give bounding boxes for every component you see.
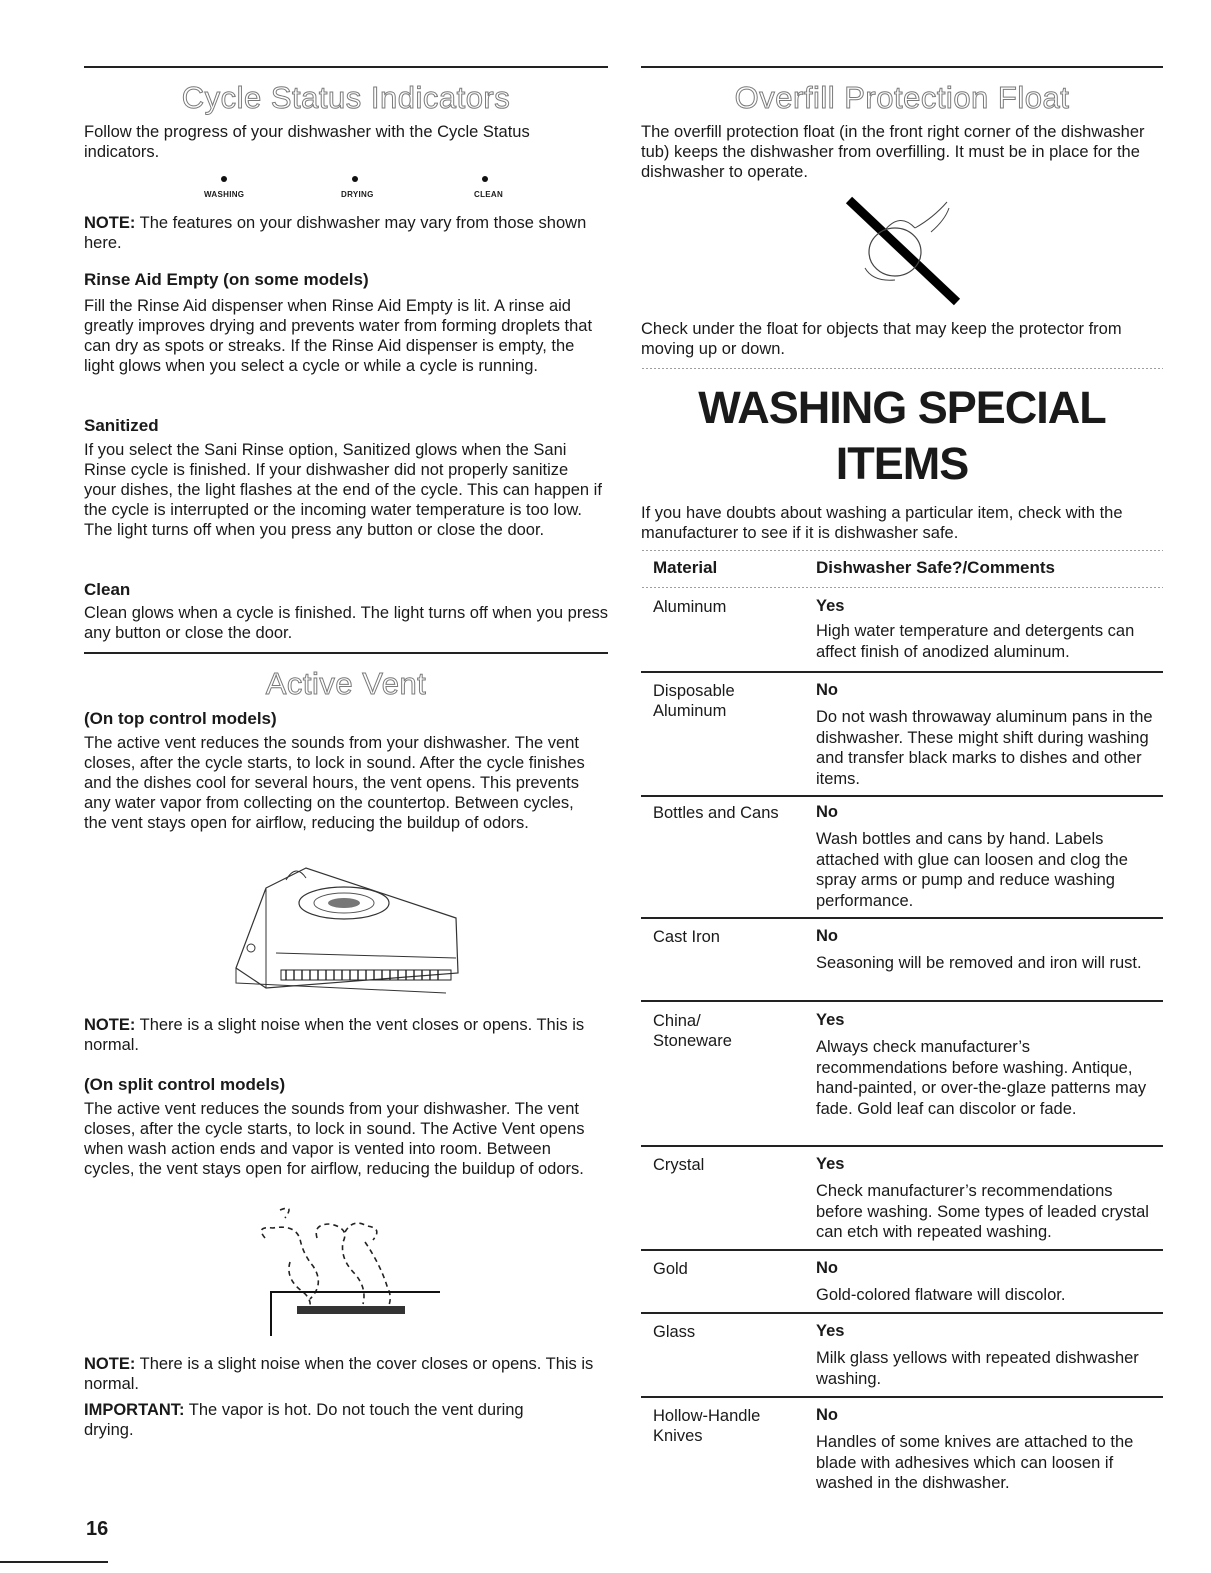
note-label: NOTE: xyxy=(84,1355,136,1373)
comment-cell: High water temperature and detergents can affect finish of anodized aluminum. xyxy=(816,622,1135,661)
comment-cell: Wash bottles and cans by hand. Labels attached with glue can loosen and clog the spray arms or pump and reduce washing performance. xyxy=(816,830,1128,910)
note-label: NOTE: xyxy=(84,214,136,232)
answer-cell: Yes xyxy=(816,1011,845,1029)
answer-cell: No xyxy=(816,681,838,699)
comment-cell: Gold-colored flatware will discolor. xyxy=(816,1286,1066,1304)
active-vent-split-illustration xyxy=(255,1204,445,1339)
sanitized-heading: Sanitized xyxy=(84,416,159,435)
answer-cell: No xyxy=(816,1406,838,1424)
page-number: 16 xyxy=(86,1518,109,1540)
washing-special-title-line-2: ITEMS xyxy=(835,438,969,489)
clean-text: Clean glows when a cycle is finished. The light turns off when you press any button or close the door. xyxy=(84,604,609,642)
active-vent-note-2 xyxy=(84,1354,599,1394)
overfill-text: The overfill protection float (in the front right corner of the dishwasher tub) keeps the dishwasher from overfilling. It must be in place for the dishwasher to operate. xyxy=(641,123,1145,181)
drying-indicator-label: DRYING xyxy=(341,190,374,199)
material-cell: Gold xyxy=(653,1260,688,1278)
note-text: There is a slight noise when the vent closes or opens. This is normal. xyxy=(84,1016,585,1054)
sanitized-text: If you select the Sani Rinse option, Sanitized glows when the Sani Rinse cycle is finished. If your dishwasher did not properly sanitize your dishes, the light flashes at the end of the cycle. This can happen if the cycle is interrupted or the incoming water temperature is too low. The light turns off when you press any button or close the door. xyxy=(84,441,602,539)
top-rule-right xyxy=(641,66,1163,68)
cycle-status-note xyxy=(84,213,594,253)
material-cell: Aluminum xyxy=(653,598,727,616)
active-vent-rule xyxy=(84,652,608,654)
important-note xyxy=(84,1400,524,1440)
important-text: The vapor is hot. Do not touch the vent during drying. xyxy=(84,1401,524,1439)
overfill-float-illustration xyxy=(845,190,965,310)
material-cell: Disposable Aluminum xyxy=(653,682,735,720)
drying-indicator-light xyxy=(352,176,358,182)
answer-cell: No xyxy=(816,803,838,821)
material-cell: Glass xyxy=(653,1323,696,1341)
row-divider xyxy=(641,1396,1163,1398)
comment-cell: Milk glass yellows with repeated dishwasher washing. xyxy=(816,1349,1139,1388)
cycle-status-intro: Follow the progress of your dishwasher with the Cycle Status indicators. xyxy=(84,123,530,161)
washing-special-title xyxy=(641,383,1163,489)
clean-indicator-light xyxy=(482,176,488,182)
rinse-aid-text: Fill the Rinse Aid dispenser when Rinse Aid Empty is lit. A rinse aid greatly improves drying and prevents water from forming droplets that can dry as spots or streaks. If the Rinse Aid dispenser is empty, the light glows when you select a cycle or while a cycle is running. xyxy=(84,297,593,375)
top-control-heading: (On top control models) xyxy=(84,709,277,728)
comment-cell: Seasoning will be removed and iron will rust. xyxy=(816,954,1142,972)
active-vent-title: Active Vent xyxy=(265,666,427,701)
answer-cell: No xyxy=(816,927,838,945)
overfill-check-text: Check under the float for objects that may keep the protector from moving up or down. xyxy=(641,320,1122,358)
washing-indicator-label: WASHING xyxy=(204,190,245,199)
comment-cell: Handles of some knives are attached to the blade with adhesives which can loosen if washed in the dishwasher. xyxy=(816,1433,1134,1492)
table-header-divider xyxy=(641,586,1163,589)
clean-heading: Clean xyxy=(84,580,131,599)
footer-rule xyxy=(0,1561,108,1563)
active-vent-top-illustration xyxy=(226,858,466,998)
row-divider xyxy=(641,917,1163,919)
divider-dotted-2 xyxy=(641,549,1163,552)
comment-cell: Do not wash throwaway aluminum pans in the dishwasher. These might shift during washing and transfer black marks to dishes and other items. xyxy=(816,708,1153,788)
washing-special-title-line-1: WASHING SPECIAL xyxy=(698,382,1106,433)
active-vent-note-1 xyxy=(84,1015,604,1055)
answer-cell: Yes xyxy=(816,1322,845,1340)
answer-cell: Yes xyxy=(816,1155,845,1173)
top-rule-left xyxy=(84,66,608,68)
split-control-heading: (On split control models) xyxy=(84,1075,286,1094)
dishwasher-safe-column-header: Dishwasher Safe?/Comments xyxy=(816,558,1056,577)
material-column-header: Material xyxy=(653,558,718,577)
note-text: There is a slight noise when the cover closes or opens. This is normal. xyxy=(84,1355,594,1393)
material-cell: Bottles and Cans xyxy=(653,804,779,822)
note-text: The features on your dishwasher may vary from those shown here. xyxy=(84,214,587,252)
important-label: IMPORTANT: xyxy=(84,1401,185,1419)
answer-cell: No xyxy=(816,1259,838,1277)
clean-indicator-label: CLEAN xyxy=(474,190,504,199)
material-cell: Crystal xyxy=(653,1156,705,1174)
rinse-aid-heading: Rinse Aid Empty (on some models) xyxy=(84,270,369,289)
row-divider xyxy=(641,1312,1163,1314)
material-cell: China/ Stoneware xyxy=(653,1012,732,1050)
washing-indicator-light xyxy=(221,176,227,182)
row-divider xyxy=(641,671,1163,673)
row-divider xyxy=(641,1000,1163,1002)
row-divider xyxy=(641,1145,1163,1147)
row-divider xyxy=(641,1249,1163,1251)
top-control-text: The active vent reduces the sounds from your dishwasher. The vent closes, after the cycle starts, to lock in sound. After the cycle finishes and the dishes cool for several hours, the vent opens. This prevents any water vapor from collecting on the countertop. Between cycles, the vent stays open for airflow, reducing the buildup of odors. xyxy=(84,734,585,832)
note-label: NOTE: xyxy=(84,1016,136,1034)
split-control-text: The active vent reduces the sounds from your dishwasher. The vent closes, after the cycle starts, to lock in sound. The Active Vent opens when wash action ends and vapor is vented into room. Between cycles, the vent stays open for airflow, reducing the buildup of odors. xyxy=(84,1100,585,1178)
material-cell: Cast Iron xyxy=(653,928,720,946)
cycle-status-title: Cycle Status Indicators xyxy=(181,80,511,115)
washing-special-intro: If you have doubts about washing a particular item, check with the manufacturer to see if it is dishwasher safe. xyxy=(641,504,1123,542)
material-cell: Hollow-Handle Knives xyxy=(653,1407,761,1445)
overfill-title: Overfill Protection Float xyxy=(734,80,1070,115)
comment-cell: Always check manufacturer’s recommendations before washing. Antique, hand-painted, or over-the-glaze patterns may fade. Gold leaf can discolor or fade. xyxy=(816,1038,1147,1118)
divider-dotted-1 xyxy=(641,367,1163,370)
comment-cell: Check manufacturer’s recommendations before washing. Some types of leaded crystal can etch with repeated washing. xyxy=(816,1182,1149,1241)
row-divider xyxy=(641,795,1163,797)
answer-cell: Yes xyxy=(816,597,845,615)
